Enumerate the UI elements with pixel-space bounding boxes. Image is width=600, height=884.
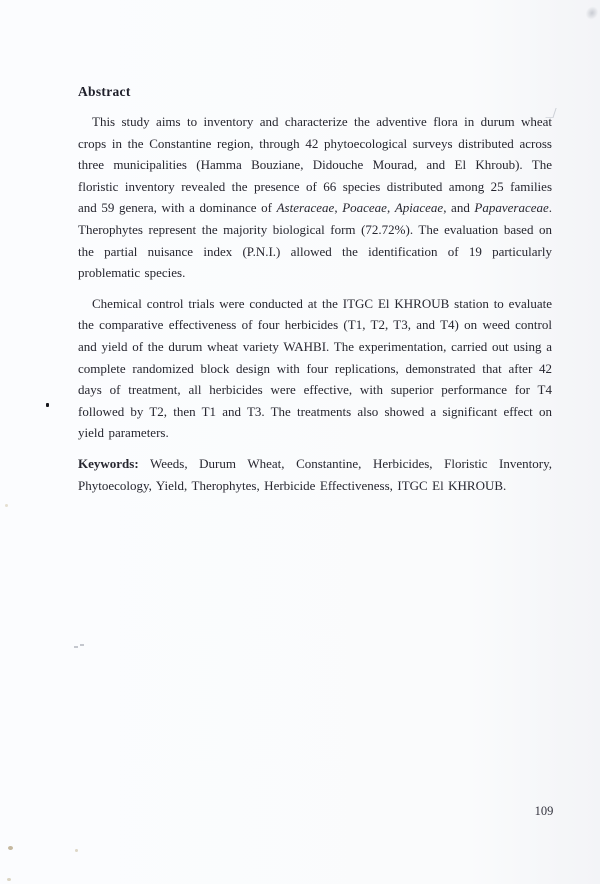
pencil-mark-artifact <box>545 108 556 118</box>
abstract-section <box>78 84 552 505</box>
scan-edge-smudge <box>583 4 600 22</box>
scan-speck <box>8 846 13 850</box>
scan-speck <box>75 849 78 852</box>
margin-dot-artifact <box>46 403 49 407</box>
page-number: 109 <box>534 804 554 818</box>
abstract-paragraph-2: Chemical control trials were conducted at the ITGC El KHROUB station to evaluate the comparative effectiveness of four herbicides (T1, T2, T3, and T4) on weed control and yield of the durum wheat variety WAHBI. The experimentation, carried out using a complete randomized block design with four replications, demonstrated that after 42 days of treatment, all herbicides were effective, with superior performance for T4 followed by T2, then T1 and T3. The treatments also showed a significant effect on yield parameters. <box>78 295 552 441</box>
pencil-dashes-artifact <box>74 644 86 648</box>
keywords-paragraph: Keywords: Weeds, Durum Wheat, Constantine, Herbicides, Floristic Inventory, Phytoecology, Yield, Therophytes, Herbicide Effectiveness, ITGC El KHROUB. <box>78 455 552 493</box>
section-title: Abstract <box>78 84 131 99</box>
scan-speck <box>5 504 8 507</box>
abstract-paragraph-1: This study aims to inventory and characterize the adventive flora in durum wheat crops in the Constantine region, through 42 phytoecological surveys distributed across three municipalities (Hamma Bouziane, Didouche Mourad, and El Khroub). The floristic inventory revealed the presence of 66 species distributed among 25 families and 59 genera, with a dominance of Asteraceae, Poaceae, Apiaceae, and Papaveraceae. Therophytes represent the majority biological form (72.72%). The evaluation based on the partial nuisance index (P.N.I.) allowed the identification of 19 particularly problematic species. <box>78 114 553 281</box>
scan-speck <box>7 878 11 881</box>
